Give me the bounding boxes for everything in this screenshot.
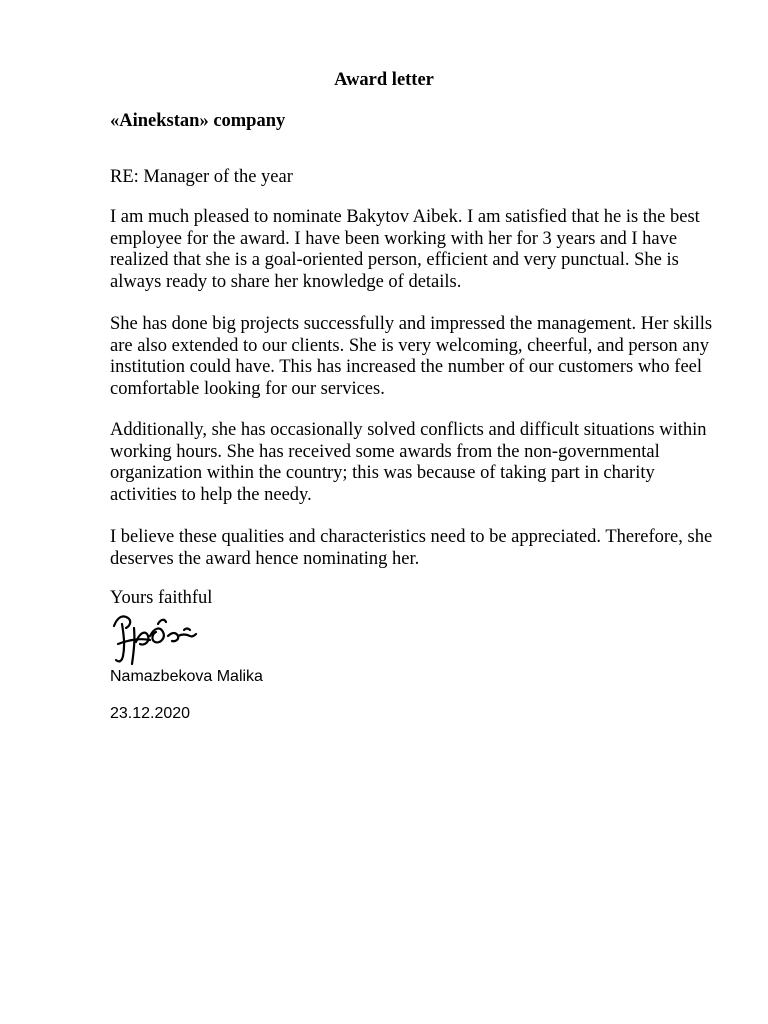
letter-title: Award letter: [334, 70, 434, 90]
letter-closing: Yours faithful: [110, 588, 213, 608]
letter-date: 23.12.2020: [110, 705, 191, 722]
paragraph-conclusion: I believe these qualities and characteristics need to be appreciated. Therefore, she deserves the award hence nominating her.: [110, 527, 713, 569]
handwritten-signature: [108, 606, 208, 670]
paragraph-projects: She has done big projects successfully and impressed the management. Her skills are also extended to our clients. She is very welcoming, cheerful, and person any institution could have. This has increased the number of our customers who feel comfortable looking for our services.: [110, 314, 713, 399]
letter-subject: RE: Manager of the year: [110, 167, 293, 187]
paragraph-additional: Additionally, she has occasionally solved conflicts and difficult situations within working hours. She has received some awards from the non-governmental organization within the country; this was because of taking part in charity activities to help the needy.: [110, 420, 707, 505]
signer-name: Namazbekova Malika: [110, 668, 263, 685]
company-name: «Ainekstan» company: [110, 111, 286, 131]
paragraph-nomination: I am much pleased to nominate Bakytov Aibek. I am satisfied that he is the best employee for the award. I have been working with her for 3 years and I have realized that she is a goal-oriented person, efficient and very punctual. She is always ready to share her knowledge of details.: [110, 207, 700, 292]
